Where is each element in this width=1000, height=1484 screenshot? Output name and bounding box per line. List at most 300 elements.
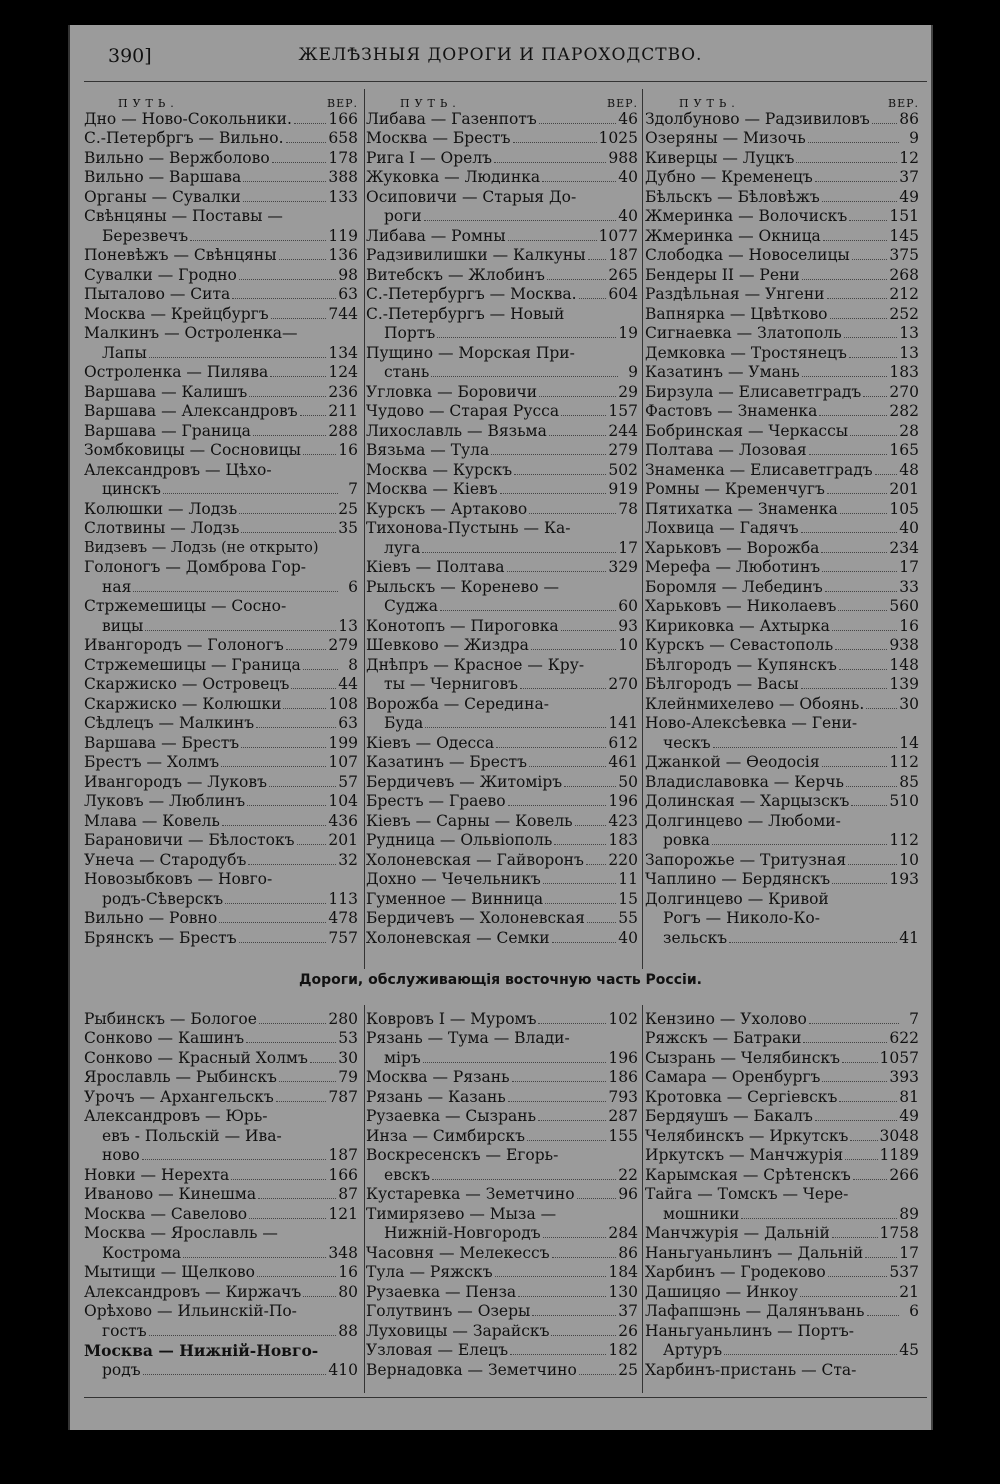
route-versts: 46 (618, 109, 638, 128)
route-versts: 40 (618, 928, 638, 947)
route-row (84, 714, 358, 734)
route-name: Кострома (102, 1243, 182, 1262)
route-row (366, 714, 638, 734)
route-versts: 744 (328, 304, 358, 323)
dot-leader (872, 123, 898, 124)
route-name: Ново-Алексѣевка — Гени- (645, 714, 858, 732)
dot-leader (561, 415, 606, 416)
route-name: Кротовка — Сергіевскъ (645, 1087, 838, 1106)
route-name: Знаменка — Елисаветградъ (645, 460, 873, 479)
dot-leader (853, 1179, 888, 1180)
route-name: родъ-Сѣверскъ (102, 889, 224, 908)
path-header: ПУТЬ. (118, 97, 179, 110)
route-name: Рузаевка — Пенза (366, 1282, 517, 1301)
route-name: Рогъ — Николо-Ко- (663, 909, 820, 927)
route-name: Курскъ — Севастополь (645, 636, 834, 654)
route-versts: 107 (328, 753, 358, 771)
dot-leader (863, 396, 887, 397)
route-row (366, 343, 638, 363)
dot-leader (256, 727, 336, 728)
route-versts: 96 (618, 1185, 638, 1203)
route-versts: 282 (889, 402, 919, 420)
route-name: Угловка — Боровичи (366, 382, 538, 401)
route-name: Кіевъ — Полтава (366, 558, 505, 576)
dot-leader (143, 1374, 327, 1375)
route-row (366, 1302, 638, 1322)
dot-leader (231, 1179, 326, 1180)
dot-leader (297, 844, 327, 845)
dot-leader (222, 825, 327, 826)
route-name: Рыльскъ — Коренево — (366, 577, 560, 596)
route-name: луга (384, 538, 421, 557)
section2-title: Дороги, обслуживающія восточную часть Россіи. (299, 972, 702, 988)
route-row (84, 733, 358, 753)
route-row (84, 1282, 358, 1302)
dot-leader (145, 630, 336, 631)
route-versts: 220 (608, 850, 638, 869)
route-versts: 604 (608, 285, 638, 303)
route-row (366, 421, 638, 441)
route-name: Вильно — Варшава (84, 168, 242, 186)
route-row (84, 207, 358, 227)
dot-leader (845, 1159, 877, 1160)
route-row (84, 753, 358, 773)
route-versts: 388 (328, 168, 358, 186)
route-versts: 40 (618, 207, 638, 225)
route-versts: 88 (338, 1321, 358, 1340)
route-row (366, 402, 638, 422)
route-name: Узловая — Елецъ (366, 1341, 509, 1359)
dot-leader (246, 1042, 336, 1043)
route-name: Александровъ — Цѣхо- (84, 460, 272, 479)
route-versts: 86 (618, 1243, 638, 1262)
route-versts: 1025 (598, 129, 638, 147)
route-name: Пятихатка — Знаменка (645, 499, 838, 518)
route-name: ровка (663, 831, 710, 849)
route-name: Жмеринка — Волочискъ (645, 207, 848, 225)
route-versts: 81 (899, 1087, 919, 1106)
route-name: Бобринская — Черкассы (645, 421, 849, 440)
route-versts: 55 (618, 909, 638, 927)
route-name: Вильно — Вержболово (84, 148, 270, 167)
route-name: Здолбуново — Радзивиловъ (645, 109, 870, 128)
route-row (645, 187, 919, 207)
route-name: евскъ (384, 1165, 431, 1184)
route-name: Чаплино — Бердянскъ (645, 870, 831, 888)
dot-leader (294, 123, 327, 124)
route-row (645, 889, 919, 909)
dot-leader (832, 883, 887, 884)
route-name: Долгинцево — Любоми- (645, 811, 841, 830)
route-name: Брестъ — Граево (366, 792, 506, 810)
route-name: Долинская — Харцызскъ (645, 792, 850, 810)
route-versts: 187 (608, 246, 638, 264)
section2-column3 (645, 1009, 919, 1380)
route-name: зельскъ (663, 928, 728, 947)
route-row (366, 246, 638, 266)
dot-leader (866, 708, 897, 709)
route-versts: 375 (889, 246, 919, 264)
dot-leader (520, 688, 606, 689)
route-name: Конотопъ — Пироговка (366, 616, 559, 635)
route-row (84, 1068, 358, 1088)
route-name: Курскъ — Артаково (366, 499, 528, 518)
dot-leader (303, 454, 336, 455)
route-name: Бердичевъ — Житоміръ (366, 772, 563, 791)
route-name: Скаржиско — Колюшки (84, 694, 282, 713)
route-name: Москва — Крейцбургъ (84, 304, 269, 323)
section1-column1 (84, 91, 358, 948)
dot-leader (514, 474, 606, 475)
route-name: Лафапшэнь — Далянъвань (645, 1302, 865, 1320)
route-row (645, 1282, 919, 1302)
route-row (645, 733, 919, 753)
route-name: Ковровъ I — Муромъ (366, 1009, 537, 1028)
route-row (366, 675, 638, 695)
route-name: Сѣдлецъ — Малкинъ (84, 714, 255, 732)
route-row (366, 850, 638, 870)
route-name: Ивангородъ — Луковъ (84, 772, 267, 791)
dot-leader (801, 532, 898, 533)
route-row (366, 285, 638, 305)
dot-leader (508, 805, 607, 806)
route-versts: 270 (608, 675, 638, 693)
route-versts: 12 (899, 148, 919, 167)
route-name: Барановичи — Бѣлостокъ (84, 831, 295, 849)
route-versts: 502 (608, 460, 638, 479)
route-versts: 60 (618, 597, 638, 615)
route-name: Джанкой — Ѳеодосія (645, 753, 820, 771)
route-versts: 13 (338, 616, 358, 635)
route-versts: 136 (328, 246, 358, 264)
route-row (366, 558, 638, 578)
dot-leader (495, 1276, 607, 1277)
route-versts: 85 (899, 772, 919, 791)
dot-leader (828, 1276, 888, 1277)
route-versts: 105 (889, 499, 919, 518)
dot-leader (800, 1296, 897, 1297)
route-versts: 270 (889, 382, 919, 401)
route-name: Казатинъ — Брестъ (366, 753, 527, 771)
route-name: Раздѣльная — Унгени (645, 285, 825, 303)
route-row (645, 1009, 919, 1029)
route-versts: 201 (889, 480, 919, 498)
dot-leader (241, 747, 326, 748)
route-name: Новозыбковъ — Новго- (84, 870, 273, 888)
route-name: Бендеры II — Рени (645, 265, 800, 284)
page-number: 390] (108, 45, 152, 67)
route-row (645, 1107, 919, 1127)
route-row (645, 909, 919, 929)
route-versts: 35 (338, 519, 358, 537)
dot-leader (846, 786, 897, 787)
route-name: Луковъ — Люблинъ (84, 792, 246, 810)
route-name: Ряжскъ — Батраки (645, 1029, 802, 1047)
route-row (84, 1165, 358, 1185)
route-row (645, 460, 919, 480)
dot-leader (440, 610, 616, 611)
route-row (645, 811, 919, 831)
route-versts: 53 (338, 1029, 358, 1047)
route-name: Москва — Нижній-Новго- (84, 1341, 319, 1360)
route-row (84, 850, 358, 870)
route-name: Суджа (384, 597, 439, 615)
route-row (645, 616, 919, 636)
route-name: Самара — Оренбургъ (645, 1068, 821, 1086)
dot-leader (564, 786, 616, 787)
route-versts: 112 (889, 753, 919, 771)
dot-leader (303, 1296, 336, 1297)
route-versts: 80 (338, 1282, 358, 1301)
route-versts: 11 (618, 870, 638, 888)
dot-leader (808, 142, 899, 143)
route-name: Рига I — Орелъ (366, 148, 493, 167)
route-row (84, 1204, 358, 1224)
route-name: Слотвины — Лодзь (84, 519, 240, 537)
route-row (366, 207, 638, 227)
route-versts: 26 (618, 1321, 638, 1340)
dot-leader (272, 162, 327, 163)
route-row (645, 714, 919, 734)
route-row (366, 928, 638, 948)
route-versts: 436 (328, 811, 358, 830)
route-name: Вапнярка — Цвѣтково (645, 304, 828, 323)
column-divider (642, 1005, 643, 1393)
route-row (645, 1048, 919, 1068)
dot-leader (839, 669, 888, 670)
route-row (84, 246, 358, 266)
dot-leader (551, 1335, 616, 1336)
route-versts: 622 (889, 1029, 919, 1047)
route-name: Москва — Ярославль — (84, 1224, 278, 1242)
route-row (366, 577, 638, 597)
route-versts: 124 (328, 363, 358, 381)
route-row (84, 304, 358, 324)
dot-leader (494, 162, 606, 163)
route-row (645, 363, 919, 383)
route-versts: 279 (328, 636, 358, 654)
route-name: Бѣлгородъ — Васы (645, 675, 799, 693)
route-row (366, 499, 638, 519)
route-row (645, 928, 919, 948)
route-versts: 537 (889, 1263, 919, 1281)
route-row (645, 1087, 919, 1107)
route-row (366, 324, 638, 344)
route-name: Харьковъ — Ворожба (645, 538, 820, 557)
dot-leader (258, 1198, 336, 1199)
route-row (366, 1068, 638, 1088)
dot-leader (163, 493, 338, 494)
dot-leader (225, 903, 326, 904)
route-row (84, 909, 358, 929)
route-row (645, 1263, 919, 1283)
dot-leader (827, 298, 888, 299)
route-name: Варшава — Брестъ (84, 733, 240, 752)
dot-leader (579, 298, 607, 299)
route-name: Холоневская — Семки (366, 928, 550, 947)
route-row (366, 168, 638, 188)
route-row (84, 519, 358, 539)
route-versts: 787 (328, 1087, 358, 1106)
route-name: мошники (663, 1204, 740, 1223)
route-versts: 1758 (879, 1224, 919, 1242)
dot-leader (424, 220, 617, 221)
route-name: Владиславовка — Керчь (645, 772, 844, 791)
route-row (366, 1321, 638, 1341)
route-row (84, 1224, 358, 1244)
route-versts: 44 (338, 675, 358, 693)
route-versts: 17 (899, 558, 919, 576)
route-row (645, 850, 919, 870)
dot-leader (149, 357, 327, 358)
route-versts: 187 (328, 1146, 358, 1164)
route-name: Запорожье — Тритузная (645, 850, 847, 869)
route-versts: 25 (618, 1360, 638, 1379)
section1-column3 (645, 91, 919, 948)
dot-leader (425, 727, 606, 728)
route-name: Манчжурія — Дальній (645, 1224, 830, 1242)
route-versts: 658 (328, 129, 358, 147)
route-versts: 329 (608, 558, 638, 576)
dot-leader (422, 552, 616, 553)
route-versts: 287 (608, 1107, 638, 1125)
route-name: Варшава — Калишъ (84, 382, 248, 401)
route-row (645, 792, 919, 812)
route-versts: 284 (608, 1224, 638, 1242)
dot-leader (276, 1101, 327, 1102)
dot-leader (850, 1140, 877, 1141)
route-name: Наньгуаньлинъ — Портъ- (645, 1321, 854, 1340)
route-name: Бѣлгородъ — Купянскъ (645, 655, 837, 674)
route-versts: 178 (328, 148, 358, 167)
route-versts: 16 (338, 1263, 358, 1281)
dot-leader (543, 883, 617, 884)
route-row (645, 265, 919, 285)
route-row (366, 226, 638, 246)
route-versts: 236 (328, 382, 358, 401)
route-name: Боромля — Лебединъ (645, 577, 823, 596)
route-name: Видзевъ — Лодзь (не открыто) (84, 539, 319, 556)
route-row (84, 772, 358, 792)
route-name: Новки — Нерехта (84, 1165, 230, 1184)
section1-column2 (366, 91, 638, 948)
route-versts: 133 (328, 187, 358, 206)
route-name: міръ (384, 1048, 421, 1067)
dot-leader (712, 844, 887, 845)
dot-leader (830, 318, 888, 319)
dot-leader (822, 571, 897, 572)
dot-leader (310, 1062, 336, 1063)
dot-leader (239, 942, 327, 943)
route-row (84, 811, 358, 831)
route-row (645, 168, 919, 188)
route-name: Бердичевъ — Холоневская (366, 909, 585, 927)
route-name: Либава — Ромны (366, 226, 506, 245)
route-row (84, 1263, 358, 1283)
route-name: Воскресенскъ — Егорь- (366, 1146, 559, 1164)
path-header: ПУТЬ. (679, 97, 740, 110)
dot-leader (796, 162, 897, 163)
route-name: Киверцы — Луцкъ (645, 148, 795, 167)
dot-leader (243, 201, 327, 202)
route-row (84, 324, 358, 344)
route-name: Жуковка — Людинка (366, 168, 541, 186)
route-row (84, 636, 358, 656)
dot-leader (549, 435, 607, 436)
column-divider (642, 89, 643, 969)
dot-leader (279, 259, 327, 260)
dot-leader (232, 298, 336, 299)
route-row (645, 597, 919, 617)
route-name: Наньгуаньлинъ — Дальній (645, 1243, 864, 1262)
route-versts: 50 (618, 772, 638, 791)
route-versts: 40 (899, 519, 919, 537)
route-name: Кіевъ — Одесса (366, 733, 495, 752)
route-versts: 393 (889, 1068, 919, 1086)
route-row (84, 1126, 358, 1146)
dot-leader (491, 454, 606, 455)
route-name: Урочъ — Архангельскъ (84, 1087, 274, 1106)
dot-leader (243, 181, 326, 182)
dot-leader (531, 649, 616, 650)
route-row (645, 480, 919, 500)
route-name: Бердяушъ — Бакалъ (645, 1107, 813, 1125)
route-versts: 3048 (879, 1126, 919, 1145)
route-row (84, 129, 358, 149)
dot-leader (575, 825, 607, 826)
route-versts: 17 (618, 538, 638, 557)
route-name: Александровъ — Юрь- (84, 1107, 268, 1125)
route-name: Кіевъ — Сарны — Ковель (366, 811, 573, 830)
route-row (84, 1048, 358, 1068)
route-row (366, 889, 638, 909)
route-row (366, 1204, 638, 1224)
route-name: вицы (102, 616, 144, 635)
route-row (84, 1107, 358, 1127)
route-versts: 266 (889, 1165, 919, 1184)
dot-leader (803, 1042, 887, 1043)
route-name: Дубно — Кременецъ (645, 168, 813, 186)
dot-leader (741, 1218, 897, 1219)
route-row (366, 382, 638, 402)
route-row (645, 499, 919, 519)
dot-leader (249, 1218, 326, 1219)
dot-leader (529, 766, 606, 767)
route-row (645, 538, 919, 558)
dot-leader (554, 844, 606, 845)
route-name: Днѣпръ — Красное — Кру- (366, 655, 585, 674)
route-versts: 30 (338, 1048, 358, 1067)
dot-leader (842, 1062, 878, 1063)
route-name: Сигнаевка — Златополь (645, 324, 842, 342)
route-name: Харьковъ — Николаевъ (645, 597, 837, 615)
route-row (366, 1282, 638, 1302)
route-versts: 40 (618, 168, 638, 186)
route-versts: 87 (338, 1185, 358, 1203)
dot-leader (423, 1062, 607, 1063)
dot-leader (508, 1101, 607, 1102)
route-name: Озеряны — Мизочь (645, 129, 806, 147)
dot-leader (248, 864, 336, 865)
dot-leader (579, 1374, 616, 1375)
route-row (366, 1009, 638, 1029)
dot-leader (432, 1179, 616, 1180)
route-versts: 45 (899, 1341, 919, 1359)
route-versts: 6 (348, 577, 358, 596)
route-row (84, 1146, 358, 1166)
route-row (645, 324, 919, 344)
route-versts: 201 (328, 831, 358, 849)
